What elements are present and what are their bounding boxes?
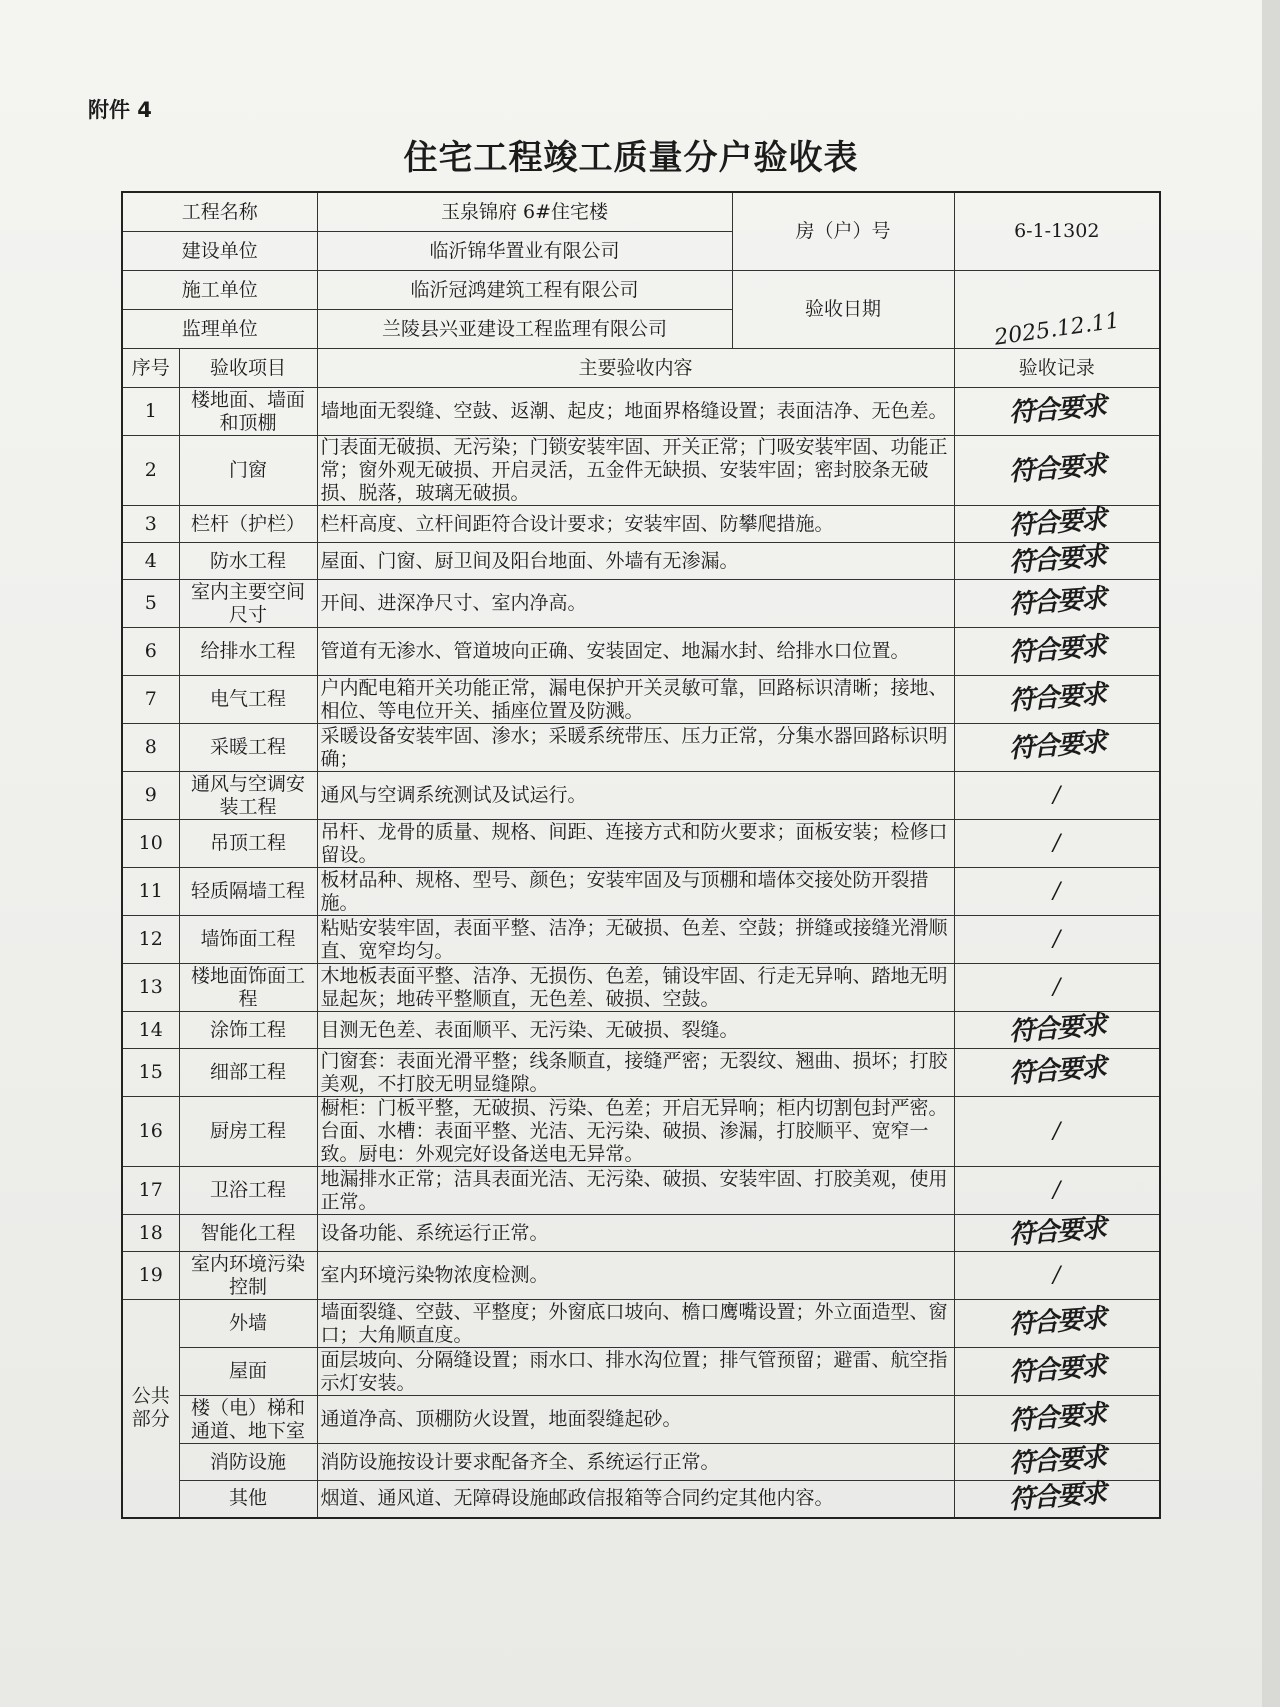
not-applicable-mark: /	[1053, 1118, 1061, 1144]
table-row	[122, 772, 1160, 820]
item-content: 橱柜：门板平整，无破损、污染、色差；开启无异响；柜内切割包封严密。台面、水槽：表面平整、光洁、无污染、破损、渗漏，打胶顺平、宽窄一致。厨电：外观完好设备送电无异常。	[317, 1097, 954, 1167]
builder-value: 临沂冠鸿建筑工程有限公司	[317, 271, 732, 310]
info-row-builder	[122, 271, 1160, 310]
date-label: 验收日期	[732, 271, 954, 349]
item-name: 栏杆（护栏）	[179, 506, 317, 543]
row-number: 9	[122, 772, 179, 820]
item-content: 板材品种、规格、型号、颜色；安装牢固及与顶棚和墙体交接处防开裂措施。	[317, 868, 954, 916]
not-applicable-mark: /	[1053, 926, 1061, 952]
row-number: 1	[122, 388, 179, 436]
item-name: 防水工程	[179, 543, 317, 580]
owner-value: 临沂锦华置业有限公司	[317, 232, 732, 271]
item-name: 电气工程	[179, 676, 317, 724]
record-cell	[954, 388, 1160, 436]
row-number: 12	[122, 916, 179, 964]
record-cell	[954, 1300, 1160, 1348]
project-value: 玉泉锦府 6#住宅楼	[317, 192, 732, 232]
table-row	[122, 628, 1160, 676]
handwritten-record: 符合要求	[1007, 1303, 1106, 1341]
record-cell	[954, 506, 1160, 543]
item-content: 门窗套：表面光滑平整；线条顺直，接缝严密；无裂纹、翘曲、损坏；打胶美观，不打胶无明显缝隙。	[317, 1049, 954, 1097]
item-name: 给排水工程	[179, 628, 317, 676]
public-row	[122, 1396, 1160, 1444]
handwritten-record: 符合要求	[1007, 1442, 1106, 1479]
item-content: 通风与空调系统测试及试运行。	[317, 772, 954, 820]
record-cell	[954, 436, 1160, 506]
item-name: 卫浴工程	[179, 1167, 317, 1215]
record-cell	[954, 772, 1160, 820]
item-content: 消防设施按设计要求配备齐全、系统运行正常。	[317, 1444, 954, 1481]
item-name: 涂饰工程	[179, 1012, 317, 1049]
item-content: 通道净高、顶棚防火设置，地面裂缝起砂。	[317, 1396, 954, 1444]
item-name: 智能化工程	[179, 1215, 317, 1252]
room-label: 房（户）号	[732, 192, 954, 271]
item-content: 门表面无破损、无污染；门锁安装牢固、开关正常；门吸安装牢固、功能正常；窗外观无破损、开启灵活，五金件无缺损、安装牢固；密封胶条无破损、脱落，玻璃无破损。	[317, 436, 954, 506]
item-name: 屋面	[179, 1348, 317, 1396]
handwritten-record: 符合要求	[1007, 450, 1106, 488]
record-cell	[954, 1167, 1160, 1215]
public-row	[122, 1348, 1160, 1396]
record-cell	[954, 676, 1160, 724]
row-number: 18	[122, 1215, 179, 1252]
item-content: 墙面裂缝、空鼓、平整度；外窗底口坡向、檐口鹰嘴设置；外立面造型、窗口；大角顺直度。	[317, 1300, 954, 1348]
row-number: 16	[122, 1097, 179, 1167]
row-number: 4	[122, 543, 179, 580]
row-number: 15	[122, 1049, 179, 1097]
record-cell	[954, 1049, 1160, 1097]
handwritten-record: 符合要求	[1007, 1010, 1106, 1047]
handwritten-record: 符合要求	[1007, 1213, 1106, 1250]
table-row	[122, 676, 1160, 724]
record-cell	[954, 543, 1160, 580]
record-cell	[954, 1348, 1160, 1396]
record-cell	[954, 1097, 1160, 1167]
record-cell	[954, 1444, 1160, 1481]
table-row	[122, 580, 1160, 628]
row-number: 17	[122, 1167, 179, 1215]
item-content: 目测无色差、表面顺平、无污染、无破损、裂缝。	[317, 1012, 954, 1049]
header-content: 主要验收内容	[317, 349, 954, 388]
table-row	[122, 388, 1160, 436]
table-row	[122, 1215, 1160, 1252]
row-number: 13	[122, 964, 179, 1012]
table-row	[122, 964, 1160, 1012]
item-name: 墙饰面工程	[179, 916, 317, 964]
table-row	[122, 506, 1160, 543]
table-row	[122, 820, 1160, 868]
table-row	[122, 1049, 1160, 1097]
item-content: 粘贴安装牢固，表面平整、洁净；无破损、色差、空鼓；拼缝或接缝光滑顺直、宽窄均匀。	[317, 916, 954, 964]
column-header-row	[122, 349, 1160, 388]
header-no: 序号	[122, 349, 179, 388]
acceptance-table	[121, 191, 1161, 1519]
record-cell	[954, 868, 1160, 916]
row-number: 3	[122, 506, 179, 543]
item-content: 地漏排水正常；洁具表面光洁、无污染、破损、安装牢固、打胶美观，使用正常。	[317, 1167, 954, 1215]
record-cell	[954, 628, 1160, 676]
handwritten-record: 符合要求	[1007, 1351, 1106, 1389]
public-row	[122, 1481, 1160, 1518]
public-row	[122, 1300, 1160, 1348]
form-title: 住宅工程竣工质量分户验收表	[403, 138, 859, 178]
item-name: 门窗	[179, 436, 317, 506]
record-cell	[954, 916, 1160, 964]
item-content: 吊杆、龙骨的质量、规格、间距、连接方式和防火要求；面板安装；检修口留设。	[317, 820, 954, 868]
record-cell	[954, 820, 1160, 868]
date-cell	[954, 271, 1160, 349]
table-row	[122, 543, 1160, 580]
record-cell	[954, 1396, 1160, 1444]
table-row	[122, 868, 1160, 916]
item-content: 管道有无渗水、管道坡向正确、安装固定、地漏水封、给排水口位置。	[317, 628, 954, 676]
item-content: 设备功能、系统运行正常。	[317, 1215, 954, 1252]
item-content: 室内环境污染物浓度检测。	[317, 1252, 954, 1300]
record-cell	[954, 1252, 1160, 1300]
row-number: 11	[122, 868, 179, 916]
attachment-label: 附件 4	[88, 98, 152, 122]
table-row	[122, 1167, 1160, 1215]
item-name: 轻质隔墙工程	[179, 868, 317, 916]
item-name: 吊顶工程	[179, 820, 317, 868]
row-number: 19	[122, 1252, 179, 1300]
item-content: 烟道、通风道、无障碍设施邮政信报箱等合同约定其他内容。	[317, 1481, 954, 1518]
not-applicable-mark: /	[1053, 830, 1061, 856]
row-number: 5	[122, 580, 179, 628]
item-content: 开间、进深净尺寸、室内净高。	[317, 580, 954, 628]
row-number: 14	[122, 1012, 179, 1049]
table-row	[122, 1097, 1160, 1167]
item-name: 楼（电）梯和通道、地下室	[179, 1396, 317, 1444]
handwritten-record: 符合要求	[1007, 504, 1106, 541]
record-cell	[954, 724, 1160, 772]
item-content: 栏杆高度、立杆间距符合设计要求；安装牢固、防攀爬措施。	[317, 506, 954, 543]
table-row	[122, 916, 1160, 964]
not-applicable-mark: /	[1053, 974, 1061, 1000]
item-content: 户内配电箱开关功能正常，漏电保护开关灵敏可靠，回路标识清晰；接地、相位、等电位开关、插座位置及防溅。	[317, 676, 954, 724]
item-content: 木地板表面平整、洁净、无损伤、色差，铺设牢固、行走无异响、踏地无明显起灰；地砖平整顺直，无色差、破损、空鼓。	[317, 964, 954, 1012]
item-name: 室内环境污染控制	[179, 1252, 317, 1300]
handwritten-record: 符合要求	[1007, 541, 1106, 578]
builder-label: 施工单位	[122, 271, 317, 310]
handwritten-record: 符合要求	[1007, 727, 1106, 765]
table-row	[122, 724, 1160, 772]
item-name: 细部工程	[179, 1049, 317, 1097]
owner-label: 建设单位	[122, 232, 317, 271]
public-section-label: 公共部分	[122, 1300, 179, 1518]
handwritten-record: 符合要求	[1007, 679, 1106, 717]
item-name: 消防设施	[179, 1444, 317, 1481]
public-row	[122, 1444, 1160, 1481]
item-content: 屋面、门窗、厨卫间及阳台地面、外墙有无渗漏。	[317, 543, 954, 580]
table-row	[122, 1012, 1160, 1049]
item-name: 外墙	[179, 1300, 317, 1348]
record-cell	[954, 1478, 1160, 1518]
row-number: 8	[122, 724, 179, 772]
item-name: 厨房工程	[179, 1097, 317, 1167]
not-applicable-mark: /	[1053, 1177, 1061, 1203]
not-applicable-mark: /	[1053, 1262, 1061, 1288]
handwritten-record: 符合要求	[1007, 631, 1106, 669]
record-cell	[954, 1012, 1160, 1049]
item-content: 墙地面无裂缝、空鼓、返潮、起皮；地面界格缝设置；表面洁净、无色差。	[317, 388, 954, 436]
header-item: 验收项目	[179, 349, 317, 388]
item-content: 采暖设备安装牢固、渗水；采暖系统带压、压力正常，分集水器回路标识明确；	[317, 724, 954, 772]
handwritten-record: 符合要求	[1007, 1052, 1106, 1090]
record-cell	[954, 1215, 1160, 1252]
date-value: 2025.12.11	[992, 308, 1121, 351]
not-applicable-mark: /	[1053, 878, 1061, 904]
item-name: 楼地面、墙面和顶棚	[179, 388, 317, 436]
not-applicable-mark: /	[1053, 782, 1061, 808]
handwritten-record: 符合要求	[1007, 1478, 1106, 1516]
project-label: 工程名称	[122, 192, 317, 232]
table-row	[122, 1252, 1160, 1300]
item-content: 面层坡向、分隔缝设置；雨水口、排水沟位置；排气管预留；避雷、航空指示灯安装。	[317, 1348, 954, 1396]
row-number: 2	[122, 436, 179, 506]
row-number: 10	[122, 820, 179, 868]
item-name: 通风与空调安装工程	[179, 772, 317, 820]
handwritten-record: 符合要求	[1007, 583, 1106, 621]
row-number: 6	[122, 628, 179, 676]
header-record: 验收记录	[954, 349, 1160, 388]
handwritten-record: 符合要求	[1007, 391, 1106, 429]
item-name: 室内主要空间尺寸	[179, 580, 317, 628]
item-name: 楼地面饰面工程	[179, 964, 317, 1012]
supervisor-value: 兰陵县兴亚建设工程监理有限公司	[317, 310, 732, 349]
handwritten-record: 符合要求	[1007, 1399, 1106, 1437]
room-value: 6-1-1302	[954, 192, 1160, 271]
info-row-project	[122, 192, 1160, 232]
supervisor-label: 监理单位	[122, 310, 317, 349]
item-name: 其他	[179, 1481, 317, 1518]
table-row	[122, 436, 1160, 506]
item-name: 采暖工程	[179, 724, 317, 772]
record-cell	[954, 964, 1160, 1012]
record-cell	[954, 580, 1160, 628]
row-number: 7	[122, 676, 179, 724]
